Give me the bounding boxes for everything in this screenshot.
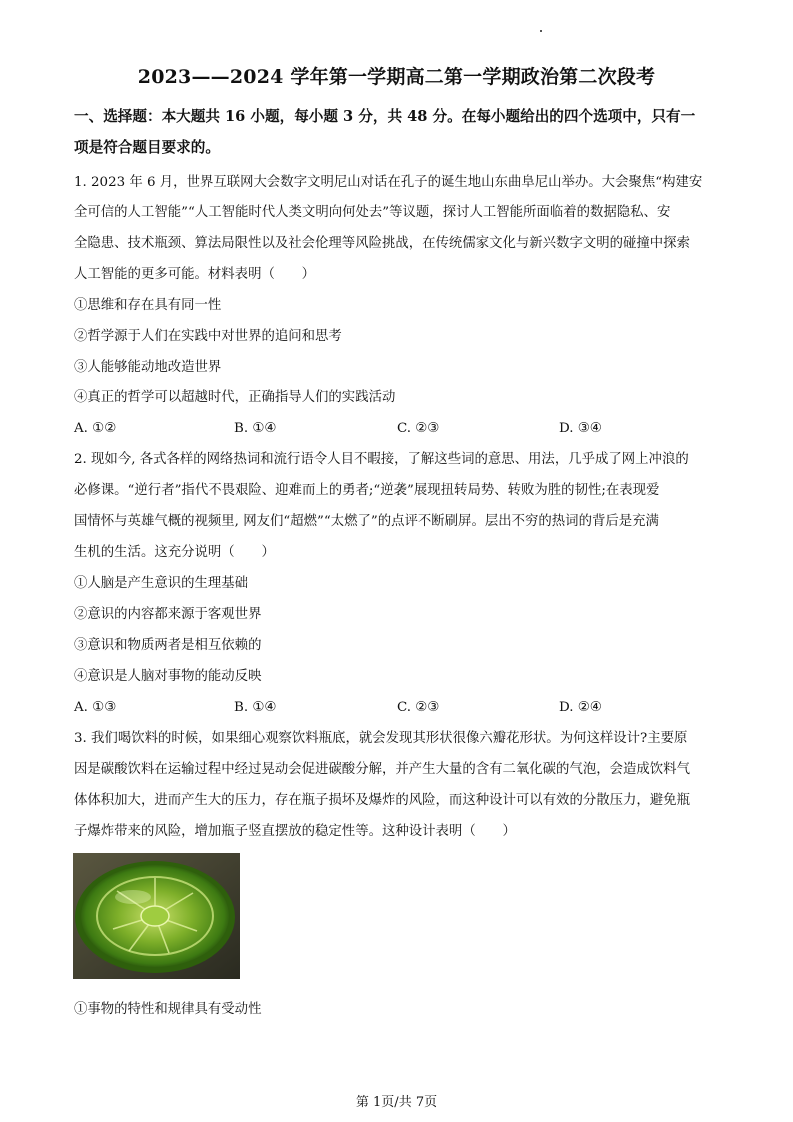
page-title: 2023——2024 学年第一学期高二第一学期政治第二次段考 [137,66,656,88]
question-1-statement: ③人能够能动地改造世界 [74,360,222,375]
question-1-option-a[interactable]: A. ①② [74,421,117,436]
question-3-statement: ①事物的特性和规律具有受动性 [74,1002,262,1017]
question-2-option-c[interactable]: C. ②③ [397,700,440,715]
question-1-text-line: 人工智能的更多可能。材料表明（ ） [74,267,316,282]
question-3-text-line: 因是碳酸饮料在运输过程中经过晃动会促进碳酸分解，并产生大量的含有二氧化碳的气泡，会造成饮料气 [74,762,690,777]
question-2-text-line: 必修课。“逆行者”指代不畏艰险、迎难而上的勇者;“逆袭”展现扭转局势、转败为胜的韧性;在表现爱 [74,483,660,498]
question-2-option-b[interactable]: B. ①④ [234,700,277,715]
question-2-statement: ②意识的内容都来源于客观世界 [74,607,262,622]
question-1-text-line: 全可信的人工智能”“人工智能时代人类文明向何处去”等议题，探讨人工智能所面临着的数据隐私、安 [74,205,671,220]
question-2-statement: ③意识和物质两者是相互依赖的 [74,638,262,653]
bottle-bottom-photo [73,853,240,979]
question-3-text-line: 体体积加大，进而产生大的压力，存在瓶子损坏及爆炸的风险，而这种设计可以有效的分散压力，避免瓶 [74,793,690,808]
question-1-option-b[interactable]: B. ①④ [234,421,277,436]
question-2-text-line: 2. 现如今, 各式各样的网络热词和流行语令人目不暇接，了解这些词的意思、用法，几乎成了网上冲浪的 [74,452,689,467]
question-1-statement: ②哲学源于人们在实践中对世界的追问和思考 [74,329,342,344]
question-3-text-line: 子爆炸带来的风险，增加瓶子竖直摆放的稳定性等。这种设计表明（ ） [74,824,516,839]
question-2-text-line: 生机的生活。这充分说明（ ） [74,545,275,560]
question-1-text-line: 全隐患、技术瓶颈、算法局限性以及社会伦理等风险挑战，在传统儒家文化与新兴数字文明的碰撞中探索 [74,236,690,251]
question-2-option-d[interactable]: D. ②④ [559,700,602,715]
section-heading-line-2: 项是符合题目要求的。 [74,139,220,156]
question-1-statement: ①思维和存在具有同一性 [74,298,222,313]
dot-mark [540,30,542,32]
question-2-statement: ①人脑是产生意识的生理基础 [74,576,249,591]
section-heading-line-1: 一、选择题：本大题共 16 小题，每小题 3 分，共 48 分。在每小题给出的四个选项中，只有一 [74,108,696,125]
question-1-statement: ④真正的哲学可以超越时代，正确指导人们的实践活动 [74,390,396,405]
question-2-option-a[interactable]: A. ①③ [74,700,117,715]
question-2-statement: ④意识是人脑对事物的能动反映 [74,669,262,684]
page-footer: 第 1页/共 7页 [355,1095,438,1110]
question-1-option-d[interactable]: D. ③④ [559,421,602,436]
question-2-text-line: 国情怀与英雄气概的视频里, 网友们“超燃”“太燃了”的点评不断刷屏。层出不穷的热词的背后是充满 [74,514,659,529]
question-1-text-line: 1. 2023 年 6 月，世界互联网大会数字文明尼山对话在孔子的诞生地山东曲阜尼山举办。大会聚焦“构建安 [74,175,703,190]
question-1-option-c[interactable]: C. ②③ [397,421,440,436]
bottle-bottom-illustration [73,853,240,979]
question-3-text-line: 3. 我们喝饮料的时候，如果细心观察饮料瓶底，就会发现其形状很像六瓣花形状。为何这样设计?主要原 [74,731,688,746]
